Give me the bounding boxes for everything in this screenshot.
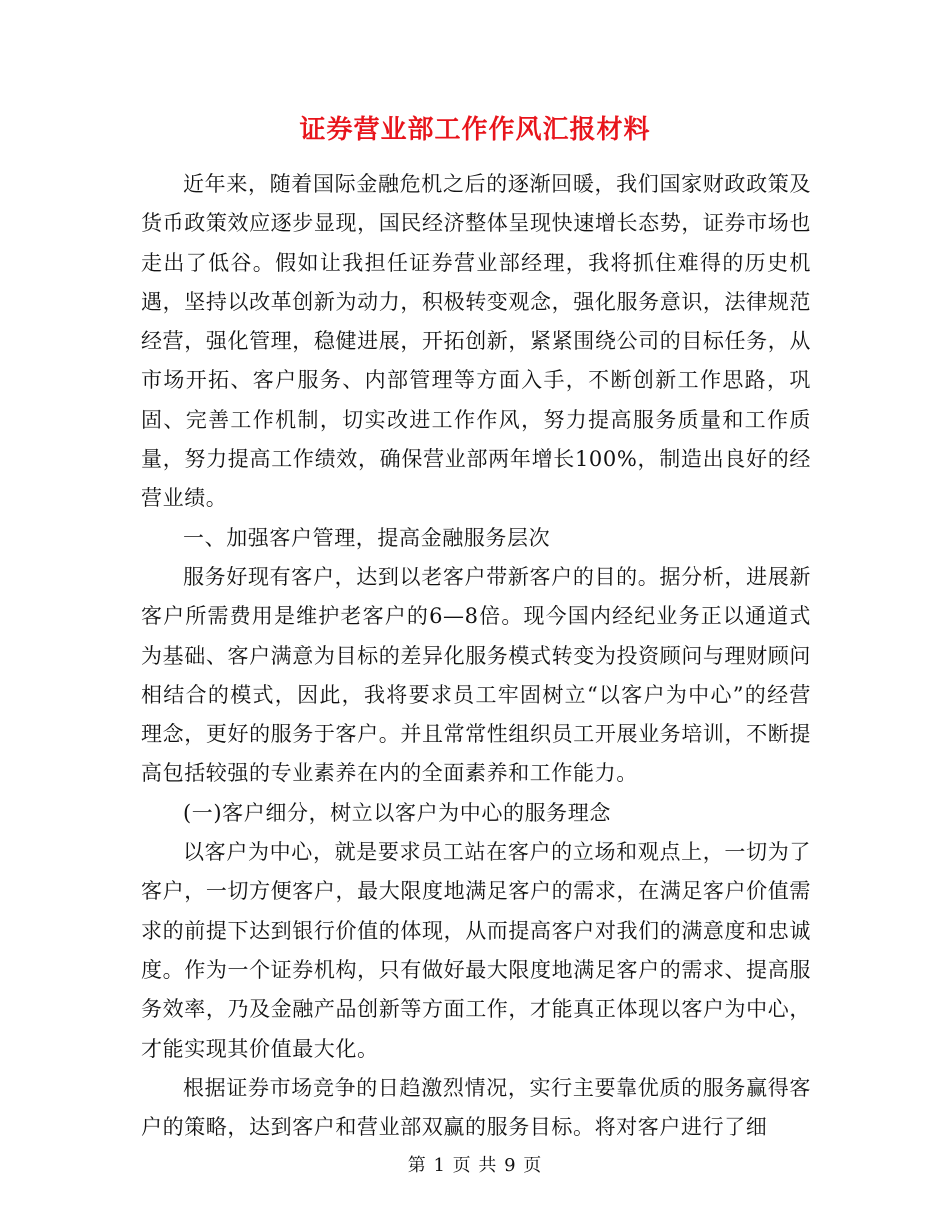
section-heading-1: 一、加强客户管理，提高金融服务层次	[183, 525, 551, 550]
document-body	[141, 165, 811, 1147]
page-footer: 第 1 页 共 9 页	[407, 1155, 543, 1176]
paragraph-client-centered: 以客户为中心，就是要求员工站在客户的立场和观点上，一切为了客户，一切方便客户，最大限度地满足客户的需求，在满足客户价值需求的前提下达到银行价值的体现，从而提高客户对我们的满意度和忠诚度。作为一个证券机构，只有做好最大限度地满足客户的需求、提高服务效率，乃及金融产品创新等方面工作，才能真正体现以客户为中心，才能实现其价值最大化。	[141, 840, 811, 1061]
paragraph-client-service: 服务好现有客户，达到以老客户带新客户的目的。据分析，进展新客户所需费用是维护老客户的6—8倍。现今国内经纪业务正以通道式为基础、客户满意为目标的差异化服务模式转变为投资顾问与理财顾问相结合的模式，因此，我将要求员工牢固树立“以客户为中心”的经营理念，更好的服务于客户。并且常常性组织员工开展业务培训，不断提高包括较强的专业素养在内的全面素养和工作能力。	[141, 564, 811, 786]
paragraph-intro: 近年来，随着国际金融危机之后的逐渐回暖，我们国家财政政策及货币政策效应逐步显现，国民经济整体呈现快速增长态势，证券市场也走出了低谷。假如让我担任证券营业部经理，我将抓住难得的历史机遇，坚持以改革创新为动力，积极转变观念，强化服务意识，法律规范经营，强化管理，稳健进展，开拓创新，紧紧围绕公司的目标任务，从市场开拓、客户服务、内部管理等方面入手，不断创新工作思路，巩固、完善工作机制，切实改进工作作风，努力提高服务质量和工作质量，努力提高工作绩效，确保营业部两年增长100%，制造出良好的经营业绩。	[141, 172, 811, 511]
paragraph-competition: 根据证券市场竞争的日趋激烈情况，实行主要靠优质的服务赢得客户的策略，达到客户和营业部双赢的服务目标。将对客户进行了细	[141, 1075, 811, 1140]
subsection-heading-1: (一)客户细分，树立以客户为中心的服务理念	[183, 800, 611, 825]
document-title: 证券营业部工作作风汇报材料	[299, 115, 651, 145]
